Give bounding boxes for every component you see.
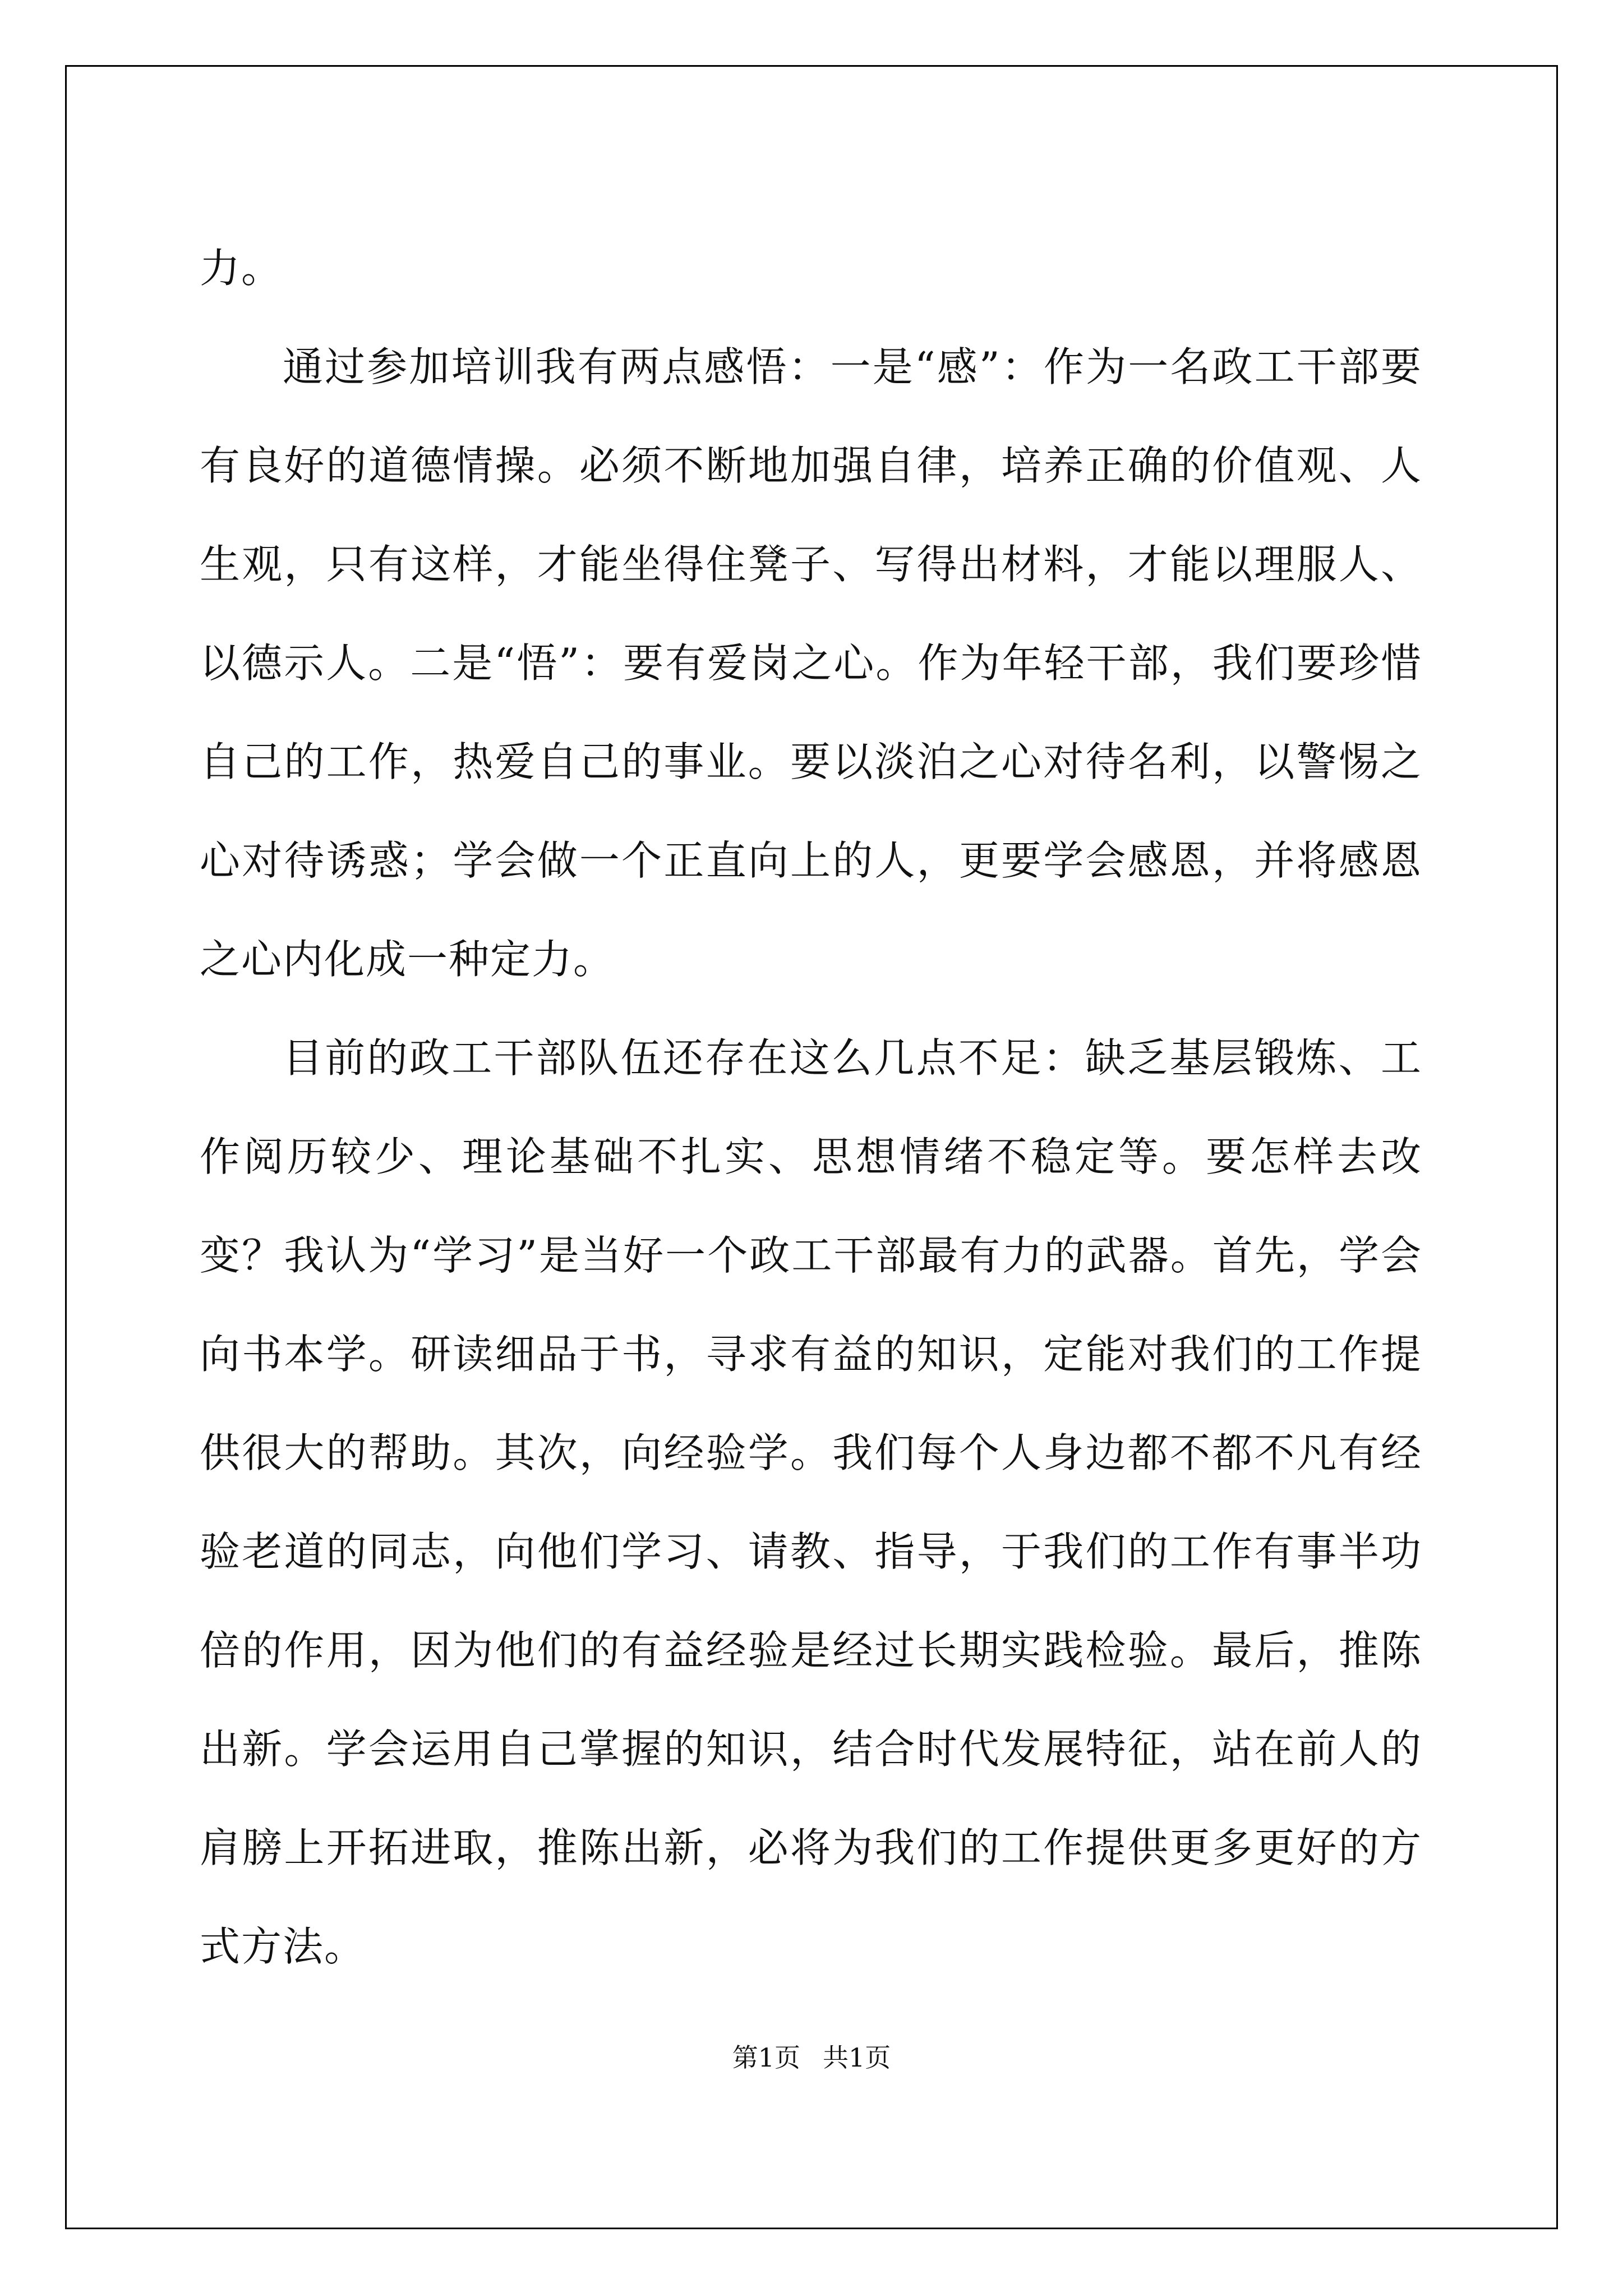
document-body [200,219,1422,1996]
paragraph-insights: 通过参加培训我有两点感悟：一是“感”：作为一名政工干部要有良好的道德情操。必须不断地加强自律，培养正确的价值观、人生观，只有这样，才能坐得住凳子、写得出材料，才能以理服人、以德示人。二是“悟”：要有爱岗之心。作为年轻干部，我们要珍惜自己的工作，热爱自己的事业。要以淡泊之心对待名利，以警惕之心对待诱惑；学会做一个正直向上的人，更要学会感恩，并将感恩之心内化成一种定力。 [200,343,1422,983]
paragraph-shortcomings: 目前的政工干部队伍还存在这么几点不足：缺乏基层锻炼、工作阅历较少、理论基础不扎实、思想情绪不稳定等。要怎样去改变？我认为“学习”是当好一个政工干部最有力的武器。首先，学会向书本学。研读细品于书，寻求有益的知识，定能对我们的工作提供很大的帮助。其次，向经验学。我们每个人身边都不都不凡有经验老道的同志，向他们学习、请教、指导，于我们的工作有事半功倍的作用，因为他们的有益经验是经过长期实践检验。最后，推陈出新。学会运用自己掌握的知识，结合时代发展特征，站在前人的肩膀上开拓进取，推陈出新，必将为我们的工作提供更多更好的方式方法。 [200,1034,1422,1970]
page-total: 共1页 [823,2042,891,2073]
page-footer [0,2037,1623,2074]
page-number: 第1页 [732,2042,800,2073]
paragraph-fragment: 力。 [200,245,283,292]
